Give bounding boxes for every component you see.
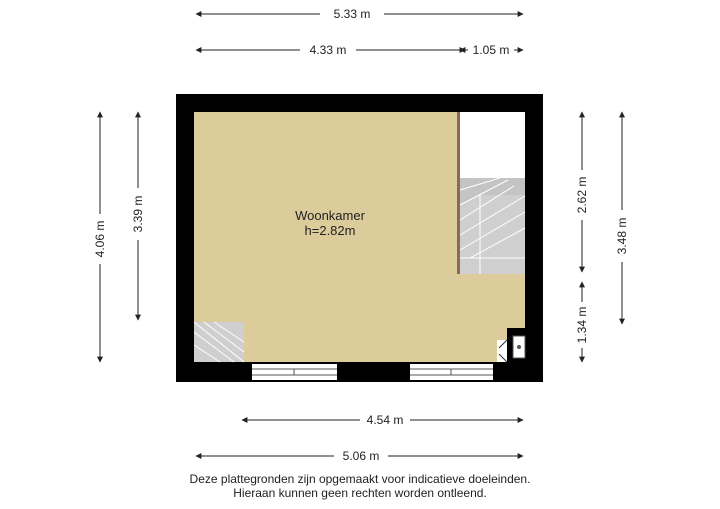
disclaimer-line-2: Hieraan kunnen geen rechten worden ontleend. (233, 486, 487, 500)
dim-right-outer: 3.48 m (615, 217, 629, 255)
dim-right-lower: 1.34 m (575, 306, 589, 344)
window-bottom-right (410, 364, 493, 380)
disclaimer-line-1: Deze plattegronden zijn opgemaakt voor indicatieve doeleinden. (189, 472, 531, 486)
partition-wall (457, 112, 460, 274)
dim-right-upper: 2.62 m (575, 176, 589, 214)
dim-left-outer: 4.06 m (93, 220, 107, 258)
dim-top-total: 5.33 m (333, 7, 371, 21)
dim-top-left: 4.33 m (309, 43, 347, 57)
floor-plan (176, 94, 543, 382)
dim-left-inner: 3.39 m (131, 195, 145, 233)
room-height: h=2.82m (304, 223, 356, 238)
dim-bottom-inner: 4.54 m (366, 413, 404, 427)
stairs-left (194, 322, 244, 362)
stair-void (459, 112, 525, 178)
dim-top-right: 1.05 m (472, 43, 510, 57)
room-name: Woonkamer (295, 208, 365, 223)
stairs-right (460, 178, 525, 274)
door-icon (497, 340, 507, 362)
window-bottom-left (252, 364, 337, 380)
dim-bottom-outer: 5.06 m (342, 449, 380, 463)
